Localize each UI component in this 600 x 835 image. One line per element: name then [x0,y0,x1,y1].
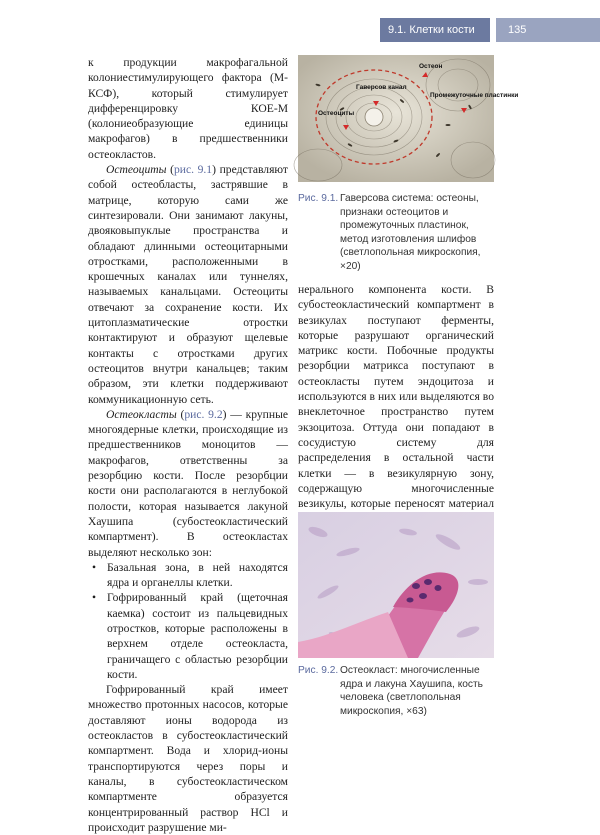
paragraph-osteocytes: Остеоциты (рис. 9.1) представляют собой остеобласты, застрявшие в матрице, которую сами же синтезировали. Они занимают лакуны, двояковыпуклые пространства и обладают длинными остеоцитарными отростками, расположенными в крошечных каналах или туннелях, называемых канальцами. Остеоциты отвечают за сохранение кости. Их цитоплазматические отростки контактируют и образуют щелевые контакты с отростками других остеоцитов внутри канальцев; таким образом, эти клетки поддерживают коммуникационную сеть. [88,163,288,406]
caption-label: Рис. 9.2. [298,665,339,676]
figure-osteoclast [298,512,494,658]
paragraph-osteoclasts: Остеокласты (рис. 9.2) — крупные многоядерные клетки, происходящие из предшественников моноцитов — макрофагов, ответственны за резорбцию кости. После резорбции кости они располагаются в неглубокой полости, которая называется лакуной Хаушипа (субостеокластический компартмент). В остеокластах выделяют несколько зон: [88,407,289,559]
running-header [380,18,490,42]
term-osteocytes: Остеоциты [106,163,167,177]
left-column [88,55,288,835]
figure-caption-9-2 [298,664,498,718]
label-osteocytes: Остеоциты [318,110,355,117]
page-number-box [496,18,600,42]
paragraph-1: к продукции макрофагальной колониестимулирующего фактора (М-КСФ), который стимулирует дифференцировку КОЕ-М (колониеобразующие единицы макрофагов) в предшественники остеокластов. [88,56,288,161]
caption-text: Гаверсова система: остеоны, признаки остеоцитов и промежуточных пластинок, метод изготовления шлифов (светлопольная микроскопия, ×20) [340,193,481,272]
micrograph-osteoclast [298,512,494,658]
fig-ref-9-2[interactable]: рис. 9.2 [184,407,223,421]
figure-haversian-system [298,55,519,182]
fig-ref-9-1[interactable]: рис. 9.1 [173,163,213,177]
paragraph-right-1: нерального компонента кости. В субостеокластический компартмент в везикулах поступают ферменты, которые разрушают органический матрикс кости. Побочные продукты резорбции матрикса поступают в остеокласты путем эндоцитоза и используются в них или выделяются во внеклеточное пространство путем экзоцитоза. Оттуда они попадают в сосудистую систему для распределения в остальной части клетки — в везикулярную зону, содержащую многочисленные везикулы, которые переносят материал [298,283,494,511]
label-haversian-canal: Гаверсов канал [356,84,407,91]
osteocytes-text: представляют собой остеобласты, застрявшие в матрице, которую сами же синтезировали. Они занимают лакуны, двояковыпуклые пространства и обладают длинными остеоцитарными отростками, расположенными в крошечных каналах или туннелях, называемых канальцами. Остеоциты отвечают за сохранение кости. Их цитоплазматические отростки контактируют и образуют щелевые контакты с отростками других остеоцитов внутри канальцев; таким образом, эти клетки поддерживают коммуникационную сеть. [88,163,288,406]
figure-caption-9-1 [298,192,498,274]
section-title: 9.1. Клетки кости [388,24,475,36]
osteoclasts-text: — крупные многоядерные клетки, происходящие из предшественников моноцитов — макрофагов, ответственны за резорбцию кости. После резорбции кости они располагаются в неглубокой полости, которая называется лакуной Хаушипа (субостеокластический компартмент). В остеокластах выделяют несколько зон: [88,407,289,559]
zones-list [88,560,288,682]
list-item: • Базальная зона, в ней находятся ядра и органеллы клетки. [88,560,288,591]
label-interstitial-lamellae: Промежуточные пластинки [430,92,519,99]
list-item: • Гофрированный край (щеточная каемка) состоит из пальцевидных отростков, которые расположены в верхнем отделе остеокласта, граничащего с областью резорбции кости. [88,590,288,682]
page-number: 135 [508,24,527,36]
right-column [298,282,494,542]
micrograph-haversian [298,55,519,182]
paragraph-ruffled-border: Гофрированный край имеет множество протонных насосов, которые доставляют ионы водорода из остеокластов в субостеокластический компартмент. Вода и хлорид-ионы транспортируются через поры и каналы, в субостеокластическом компартменте образуется концентрированный раствор HCl и происходит разрушение ми- [88,683,288,834]
term-osteoclasts: Остеокласты [106,407,177,421]
label-osteon: Остеон [419,63,443,70]
caption-text: Остеокласт: многочисленные ядра и лакуна Хаушипа, кость человека (светлопольная микроскопия, ×63) [340,665,483,717]
caption-label: Рис. 9.1. [298,193,339,204]
